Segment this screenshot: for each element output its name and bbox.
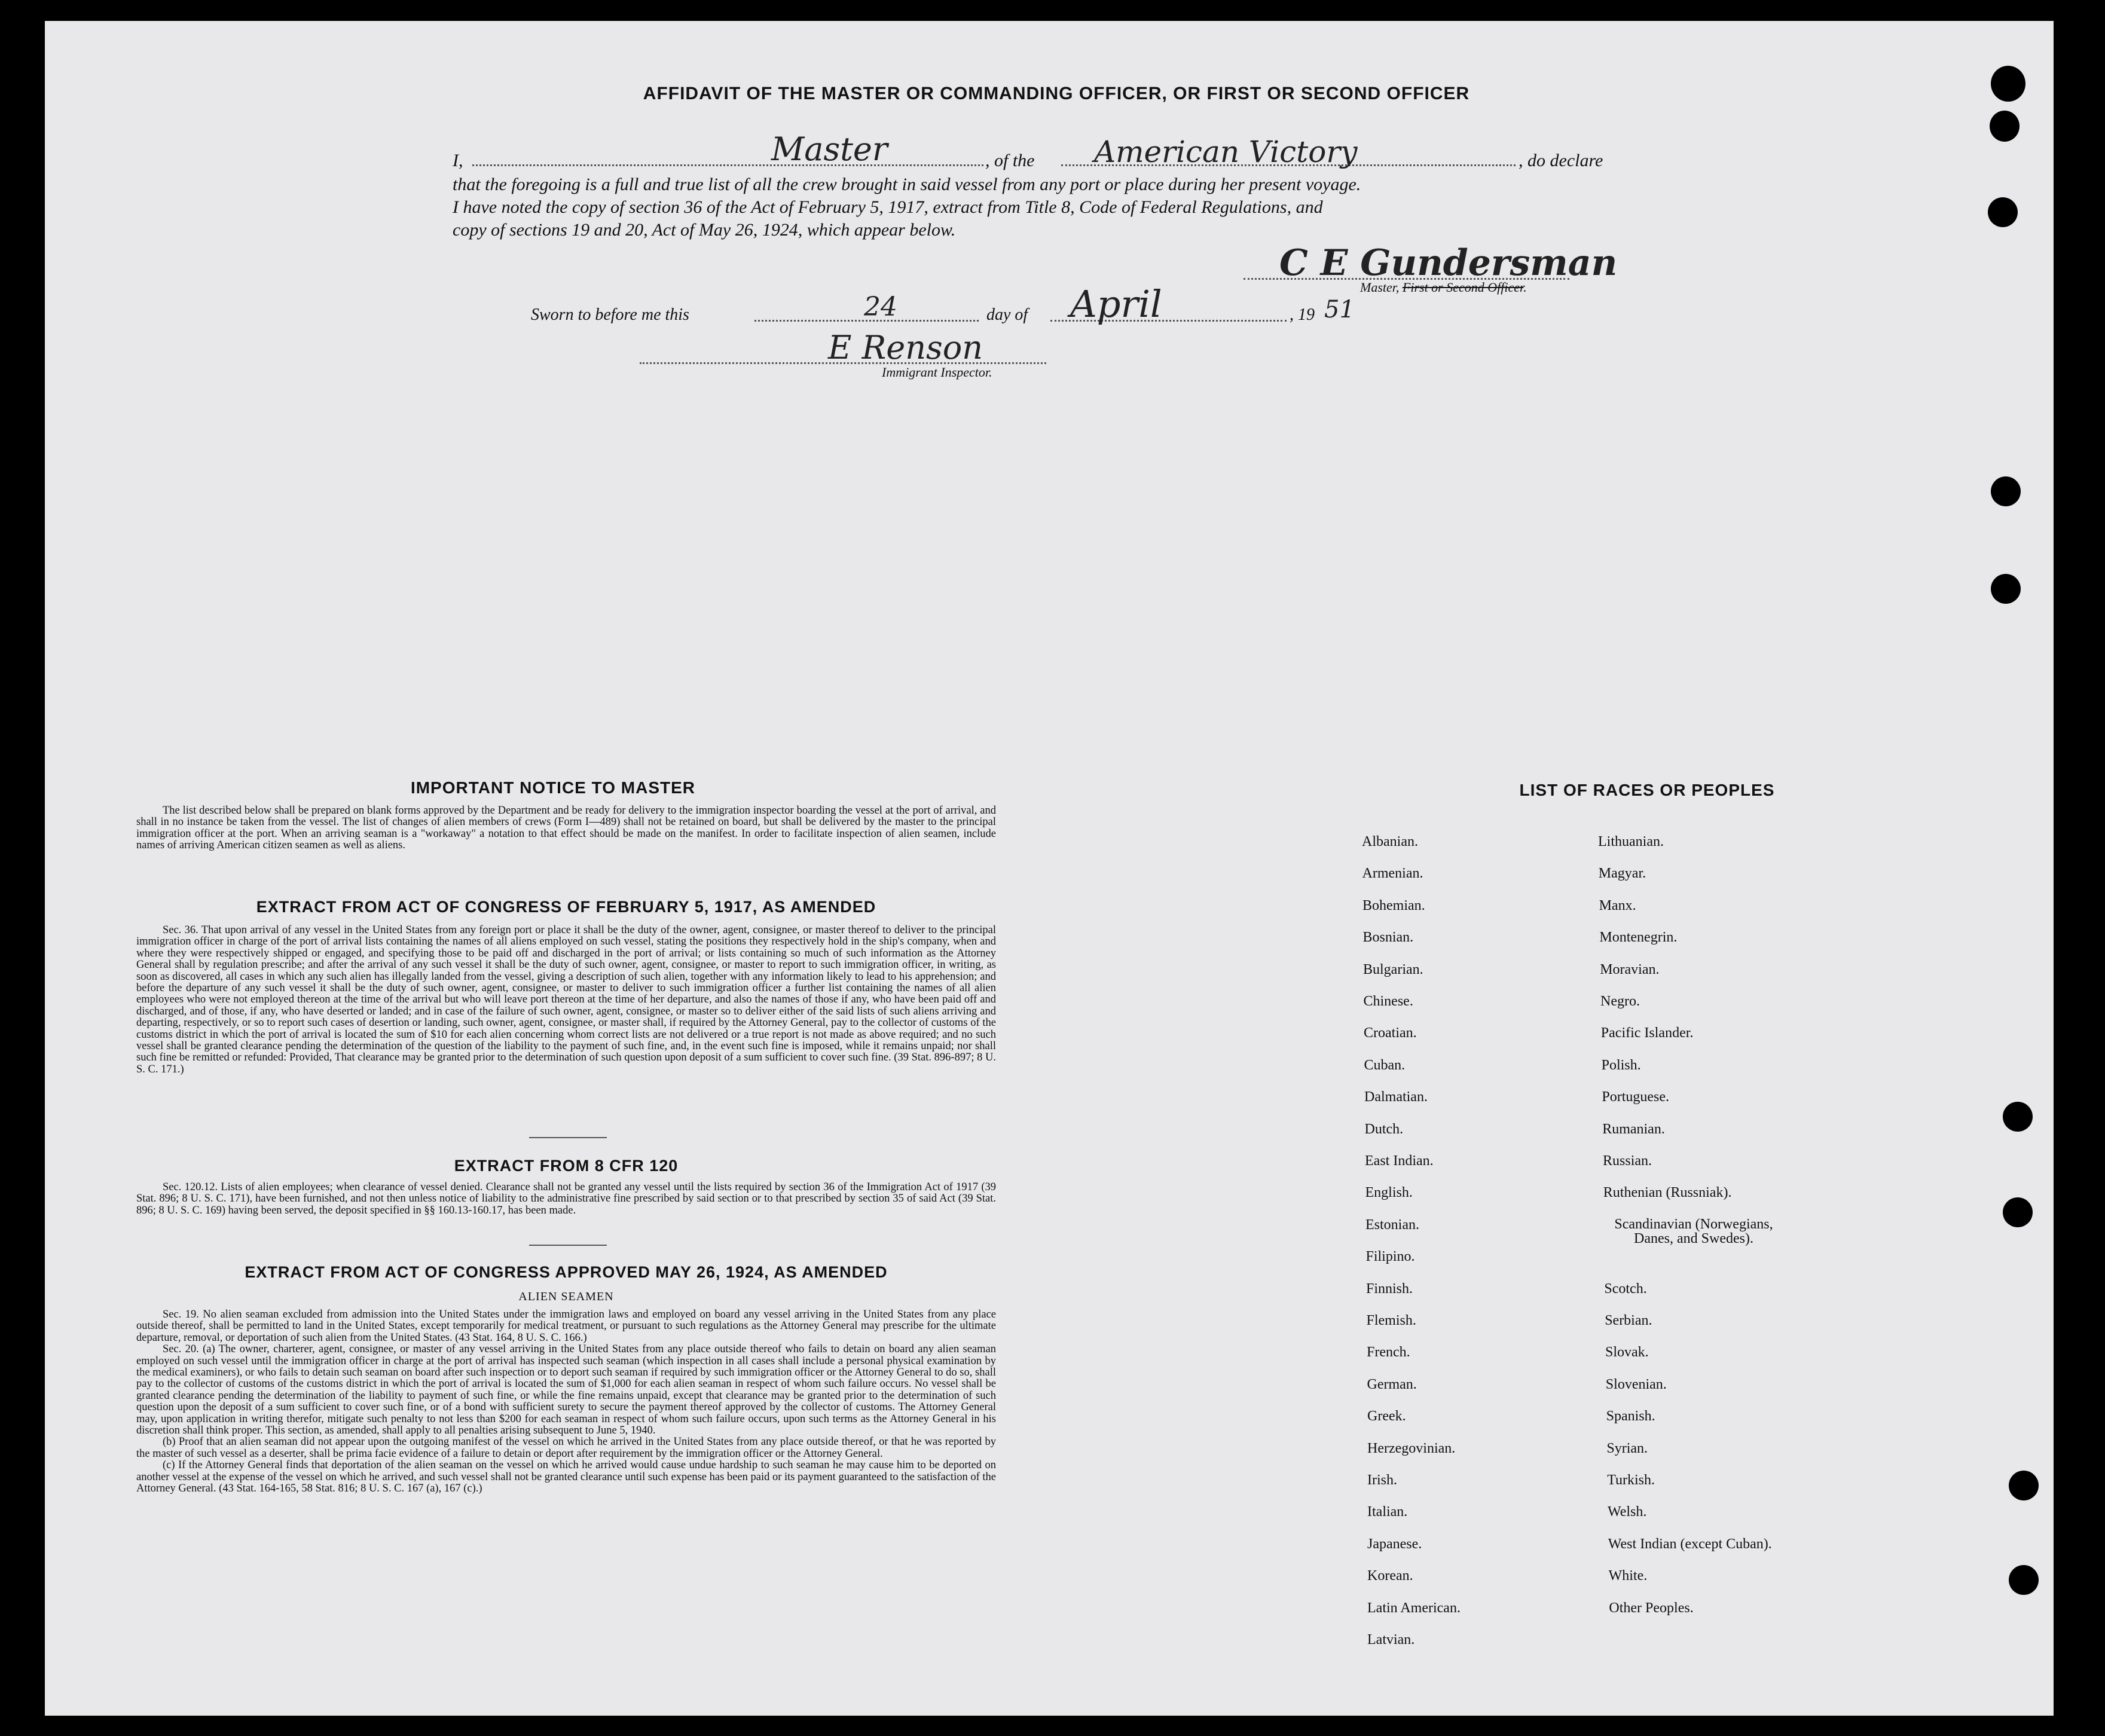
race-item: Cuban. [1364, 1057, 1406, 1073]
section-divider [529, 1245, 607, 1246]
race-item: Magyar. [1598, 866, 1646, 882]
race-item: Scotch. [1604, 1280, 1647, 1297]
affidavit-do-declare: , do declare [1519, 151, 1603, 170]
punch-hole [2009, 1471, 2039, 1500]
race-item: English. [1365, 1185, 1413, 1201]
race-item: Dutch. [1364, 1121, 1404, 1137]
notice-body: The list described below shall be prepared on blank forms approved by the Department and be ready for delivery to the immigration inspector boarding the vessel at the port of arrival, and shall in no instance be taken from the vessel. The list of changes of alien members of crews (Form I—489) shall not be retained on board, but shall be delivered by the master to the principal immigration officer at the port. When an arriving seaman is a "workaway" a notation to that effect should be made on the manifest. In order to facilitate inspection of alien seamen, include names of arriving American citizen seamen as well as aliens. [136, 805, 996, 852]
punch-hole [1990, 111, 2020, 142]
inspector-caption: Immigrant Inspector. [882, 365, 992, 380]
race-item: Ruthenian (Russniak). [1603, 1185, 1732, 1201]
race-item: Serbian. [1605, 1313, 1652, 1328]
punch-hole [1991, 476, 2021, 506]
affidavit-line-4: copy of sections 19 and 20, Act of May 26, 1924, which appear below. [453, 220, 956, 240]
races-title: LIST OF RACES OR PEOPLES [1519, 781, 1775, 799]
master-signature: C E Gundersman [1279, 242, 1618, 284]
race-item: Filipino. [1365, 1249, 1415, 1265]
affidavit-i: I, [453, 151, 463, 170]
race-item: Flemish. [1366, 1313, 1416, 1328]
race-item: Albanian. [1362, 834, 1418, 849]
race-item: Croatian. [1364, 1025, 1417, 1041]
extract-1917-title: EXTRACT FROM ACT OF CONGRESS OF FEBRUARY 5, 1917, AS AMENDED [256, 898, 876, 916]
race-item: French. [1367, 1344, 1410, 1361]
race-item: Slovak. [1605, 1344, 1649, 1361]
extract-cfr-body: Sec. 120.12. Lists of alien employees; when clearance of vessel denied. Clearance shall not be granted any vessel until the lists required by section 36 of the Immigration Act of 1917 (39 Stat. 896; 8 U. S. C. 171), have been furnished, and not then unless notice of liability to the administrative fine prescribed by said section or to that prescribed by section 35 of said Act (39 Stat. 896; 8 U. S. C. 169) having been served, the deposit specified in §§ 160.13-160.17, has been made. [136, 1181, 996, 1217]
master-caption-a: Master, [1360, 280, 1403, 295]
master-caption-b: . [1523, 280, 1527, 295]
sec-19: Sec. 19. No alien seaman excluded from admission into the United States under the immigration laws and employed on board any vessel arriving in the United States from any place outside thereof, shall be permitted to land in the United States, except temporarily for medical treatment, or pursuant to such regulations as the Attorney General may prescribe for the ultimate departure, removal, or deportation of such alien from the United States. (43 Stat. 164, 8 U. S. C. 166.) [136, 1309, 996, 1344]
race-item: Rumanian. [1602, 1121, 1665, 1137]
inspector-signature: E Renson [828, 329, 983, 366]
race-item: Russian. [1603, 1153, 1652, 1169]
sworn-prefix: Sworn to before me this [531, 305, 689, 324]
sworn-year: 51 [1324, 296, 1355, 323]
race-item: Greek. [1367, 1408, 1406, 1425]
race-item: Slovenian. [1605, 1376, 1667, 1392]
race-item: Chinese. [1363, 994, 1413, 1009]
race-item: Italian. [1367, 1504, 1408, 1520]
race-item: Japanese. [1367, 1536, 1422, 1552]
extract-cfr-title: EXTRACT FROM 8 CFR 120 [454, 1157, 679, 1175]
race-item: Manx. [1599, 897, 1636, 913]
sworn-day-of: day of [986, 305, 1028, 324]
sworn-day: 24 [864, 292, 897, 322]
punch-hole [2009, 1565, 2039, 1595]
race-item: Bulgarian. [1363, 961, 1423, 977]
race-item: Armenian. [1362, 866, 1423, 882]
name-blank [472, 164, 983, 166]
affidavit-line-3: I have noted the copy of section 36 of the Act of February 5, 1917, extract from Title 8, Code of Federal Regulations, and [453, 197, 1323, 217]
race-item: Estonian. [1365, 1217, 1419, 1233]
race-item: Welsh. [1608, 1504, 1647, 1520]
sec-20b: (b) Proof that an alien seaman did not appear upon the outgoing manifest of the vessel on which he arrived in the United States from any place outside thereof, or that he was reported by the master of such vessel as a deserter, shall be prima facie evidence of a failure to detain or deport after requirement by the immigration officer or the Attorney General. [136, 1436, 996, 1460]
punch-hole [2003, 1102, 2033, 1132]
affidavit-line-2: that the foregoing is a full and true list of all the crew brought in said vessel from any port or place during her present voyage. [453, 175, 1361, 194]
handwritten-vessel: American Victory [1094, 135, 1358, 169]
race-item: Herzegovinian. [1367, 1440, 1456, 1456]
affidavit-of-the: , of the [985, 151, 1035, 170]
punch-hole [1988, 197, 2018, 227]
race-item: Latin American. [1367, 1600, 1461, 1616]
extract-1917-body: Sec. 36. That upon arrival of any vessel in the United States from any foreign port or place it shall be the duty of the owner, agent, consignee, or master thereof to deliver to the principal immigration officer in charge of the port of arrival lists containing the names of all aliens employed on such vessel, stating the positions they respectively hold in the ship's company, when and where they were respectively shipped or engaged, and specifying those to be paid off and discharged in the port of arrival; or lists containing so much of such information as the Attorney General shall by regulation prescribe; and after the arrival of any such vessel it shall be the duty of such owner, agent, consignee, or master to report to such immigration officer, in writing, as soon as discovered, all cases in which any such alien has illegally landed from the vessel, giving a description of such alien, together with any information likely to lead to his apprehension; and before the departure of any such vessel it shall be the duty of such owner, agent, consignee, or master to deliver to such immigration officer a further list containing the names of all alien employees who were not employed thereon at the time of the arrival but who will leave port thereon at the time of her departure, and also the names of those if any, who have been paid off and discharged, and of those, if any, who have deserted or landed; and in case of the failure of such owner, agent, consignee, or master so to deliver either of the said lists of such aliens arriving and departing, respectively, or so to report such cases of desertion or landing, such owner, agent, consignee, or master shall, if required by the Attorney General, pay to the collector of customs of the customs district in which the port of arrival is located the sum of $10 for each alien concerning whom correct lists are not delivered or a true report is not made as above required; and no such vessel shall be granted clearance pending the determination of the question of the liability to the payment of such fine, and, in the event such fine is imposed, while it remains unpaid; nor shall such fine be remitted or refunded: Provided, That clearance may be granted prior to the determination of such question upon deposit of a sum sufficient to cover such fine. (39 Stat. 896-897; 8 U. S. C. 171.) [136, 924, 996, 1075]
race-item: Moravian. [1600, 961, 1660, 977]
punch-hole [1991, 574, 2021, 604]
sworn-month: April [1070, 282, 1162, 326]
punch-hole [2003, 1197, 2033, 1227]
race-item: Bohemian. [1362, 897, 1425, 913]
race-item: Other Peoples. [1609, 1600, 1694, 1616]
race-item: Pacific Islander. [1600, 1025, 1694, 1041]
race-item: Dalmatian. [1364, 1089, 1428, 1105]
race-item: Negro. [1600, 994, 1640, 1009]
race-item: Bosnian. [1362, 930, 1414, 946]
race-item: Latvian. [1367, 1632, 1415, 1648]
sec-20a: Sec. 20. (a) The owner, charterer, agent, consignee, or master of any vessel arriving in the United States from any place outside thereof who fails to detain on board any alien seaman employed on such vessel until the immigration officer in charge at the port of arrival has inspected such seaman (which inspection in all cases shall include a personal physical examination by the medical examiners), or who fails to detain such seaman on board after such inspection or to deport such seaman if required by such immigration officer or the Attorney General to do so, shall pay to the collector of customs of the customs district in which the port of arrival is located the sum of $1,000 for each alien seaman in respect of whom such failure occurs. No vessel shall be granted clearance pending the determination of the liability to payment of such fine, or while the fine remains unpaid, except that clearance may be granted prior to the determination of such question upon the deposit of a sum sufficient to cover such fine, or of a bond with sufficient surety to secure the payment thereof approved by the collector of customs. The Attorney General may, upon application in writing therefor, mitigate such penalty to not less than $200 for each seaman in respect of whom such failure occurs, upon such terms as the Attorney General in his discretion shall think proper. This section, as amended, shall apply to all penalties arising subsequent to June 5, 1940. [136, 1343, 996, 1437]
race-item: Korean. [1367, 1568, 1413, 1584]
race-item: Scandinavian (Norwegians, Danes, and Swedes). [1614, 1216, 1773, 1246]
race-item: Portuguese. [1602, 1089, 1670, 1105]
master-caption [1360, 280, 1527, 295]
race-item: Montenegrin. [1599, 930, 1678, 946]
race-item: Irish. [1367, 1472, 1397, 1488]
handwritten-name: Master [771, 130, 888, 168]
race-item: Polish. [1601, 1057, 1641, 1073]
race-item: West Indian (except Cuban). [1608, 1536, 1772, 1552]
section-divider [529, 1137, 607, 1138]
extract-1924-title: EXTRACT FROM ACT OF CONGRESS APPROVED MAY 26, 1924, AS AMENDED [245, 1263, 888, 1281]
extract-1924-body [136, 1309, 996, 1495]
race-item: Spanish. [1606, 1408, 1655, 1425]
race-item: Finnish. [1366, 1280, 1413, 1297]
affidavit-title: AFFIDAVIT OF THE MASTER OR COMMANDING OFFICER, OR FIRST OR SECOND OFFICER [643, 84, 1470, 103]
sworn-year-prefix: , 19 [1290, 305, 1315, 324]
sec-20c: (c) If the Attorney General finds that deportation of the alien seaman on the vessel on which he arrived would cause undue hardship to such seaman he may cause him to be deported on another vessel at the expense of the vessel on which he arrived, and such vessel shall not be granted clearance until such expense has been paid or its payment guaranteed to the satisfaction of the Attorney General. (43 Stat. 164-165, 58 Stat. 816; 8 U. S. C. 167 (a), 167 (c).) [136, 1459, 996, 1495]
notice-title: IMPORTANT NOTICE TO MASTER [410, 778, 696, 797]
race-item: East Indian. [1365, 1153, 1434, 1169]
race-item: Turkish. [1607, 1472, 1655, 1488]
extract-1924-subtitle: ALIEN SEAMEN [518, 1290, 614, 1303]
master-caption-struck: First or Second Officer [1402, 280, 1524, 295]
race-item: White. [1608, 1568, 1648, 1584]
race-item: Syrian. [1606, 1440, 1648, 1456]
race-item: Lithuanian. [1598, 834, 1664, 849]
race-item: German. [1367, 1376, 1417, 1392]
punch-hole [1991, 66, 2025, 102]
